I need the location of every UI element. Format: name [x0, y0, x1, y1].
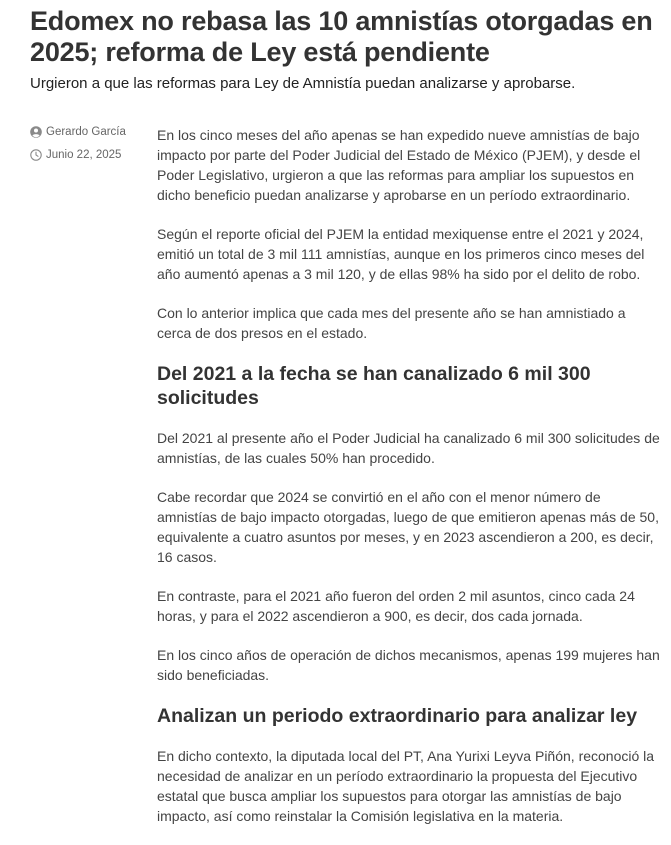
clock-icon — [30, 149, 42, 161]
paragraph: En los cinco meses del año apenas se han expedido nueve amnistías de bajo impacto por parte del Poder Judicial del Estado de México (PJEM), y desde el Poder Legislativo, urgieron a que las reformas para ampliar los supuestos en dicho beneficio puedan analizarse y aprobarse en un período extraordinario. — [157, 127, 641, 203]
paragraph: En contraste, para el 2021 año fueron del orden 2 mil asuntos, cinco cada 24 horas, y para el 2022 ascendieron a 900, es decir, dos cada jornada. — [157, 588, 635, 624]
user-icon — [30, 126, 42, 138]
author-row[interactable] — [30, 123, 142, 141]
article-meta — [30, 123, 142, 169]
date-row — [30, 146, 142, 164]
section-heading: Analizan un periodo extraordinario para analizar ley — [157, 705, 638, 727]
paragraph: Cabe recordar que 2024 se convirtió en el año con el menor número de amnistías de bajo impacto otorgadas, luego de que emitieron apenas más de 50, equivalente a cuatro asuntos por meses, y en 2023 ascendieron a 200, es decir, 16 casos. — [157, 489, 659, 565]
article-title: Edomex no rebasa las 10 amnistías otorgadas en 2025; reforma de Ley está pendiente — [30, 6, 653, 67]
publish-date: Junio 22, 2025 — [46, 149, 122, 161]
paragraph: En los cinco años de operación de dichos mecanismos, apenas 199 mujeres han sido beneficiadas. — [157, 647, 660, 683]
section-heading: Del 2021 a la fecha se han canalizado 6 mil 300 solicitudes — [157, 363, 591, 409]
paragraph: En dicho contexto, la diputada local del PT, Ana Yurixi Leyva Piñón, reconoció la necesidad de analizar en un período extraordinario la propuesta del Ejecutivo estatal que busca ampliar los supuestos para otorgar las amnistías de bajo impacto, así como reinstalar la Comisión legislativa en la materia. — [157, 748, 655, 824]
article-subtitle: Urgieron a que las reformas para Ley de Amnistía puedan analizarse y aprobarse. — [30, 75, 576, 92]
article-body — [157, 125, 661, 845]
paragraph: Con lo anterior implica que cada mes del presente año se han amnistiado a cerca de dos presos en el estado. — [157, 305, 626, 341]
paragraph: Del 2021 al presente año el Poder Judicial ha canalizado 6 mil 300 solicitudes de amnistías, de las cuales 50% han procedido. — [157, 430, 660, 466]
paragraph: Según el reporte oficial del PJEM la entidad mexiquense entre el 2021 y 2024, emitió un total de 3 mil 111 amnistías, aunque en los primeros cinco meses del año aumentó apenas a 3 mil 120, y de ellas 98% ha sido por el delito de robo. — [157, 226, 645, 282]
author-name[interactable]: Gerardo García — [46, 126, 126, 138]
